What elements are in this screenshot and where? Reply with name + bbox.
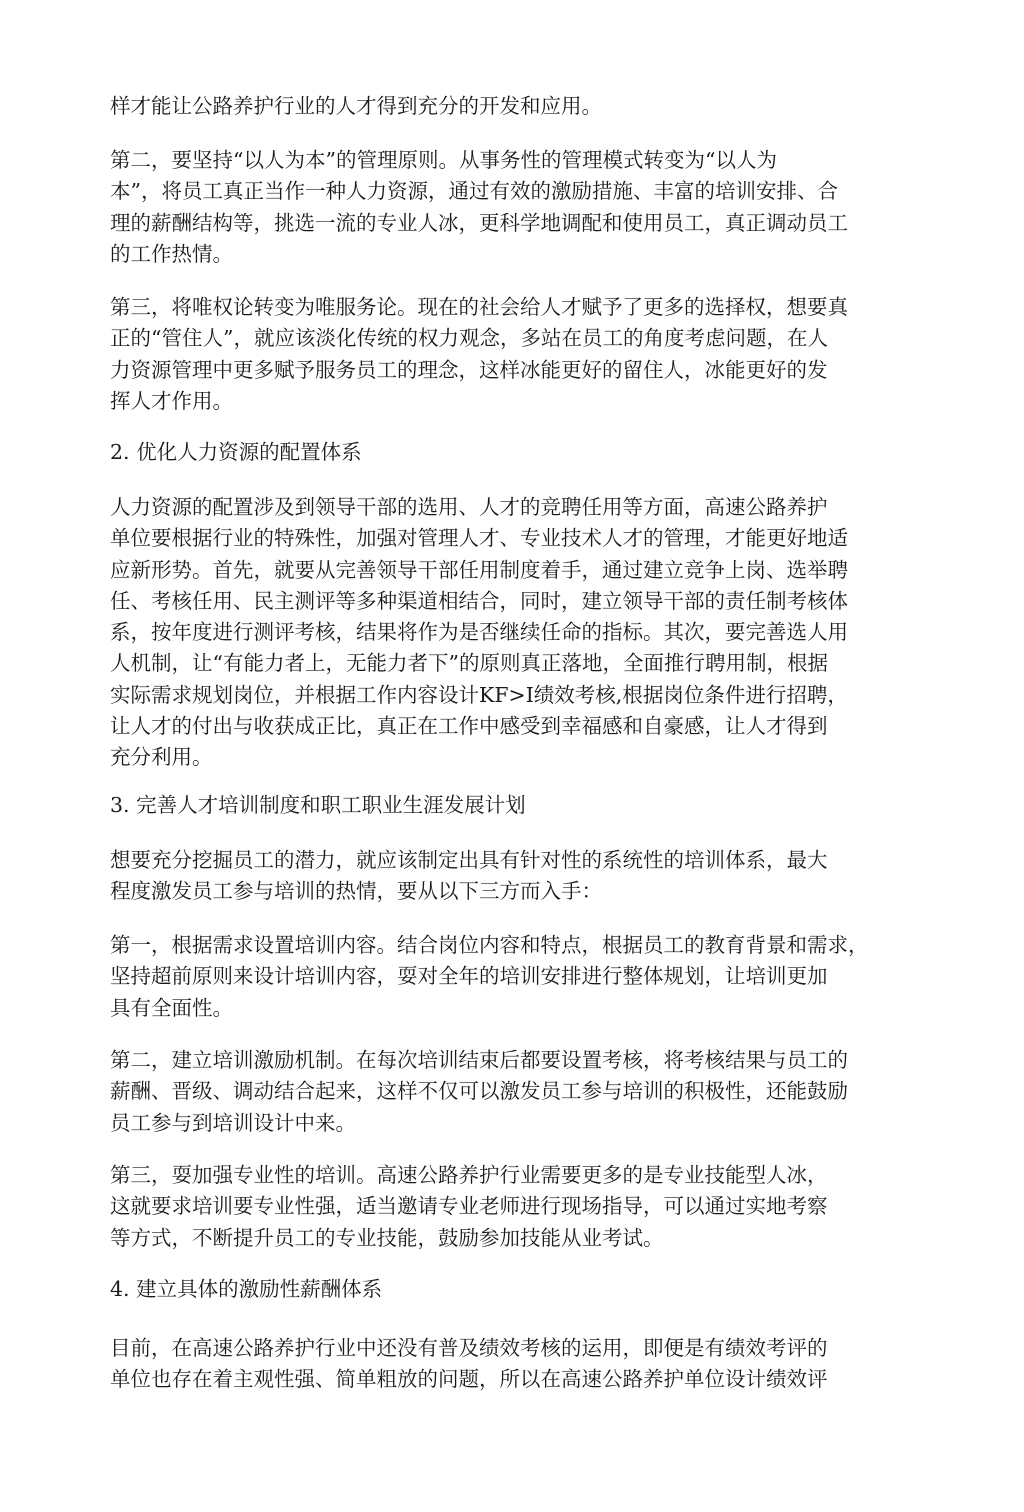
text-line: 第三，耍加强专业性的培训。高速公路养护行业需要更多的是专业技能型人冰， [110,1163,828,1187]
text-line: 人力资源的配置涉及到领导干部的选用、人才的竞聘任用等方面，高速公路养护 [110,495,828,519]
text-line: 这就要求培训要专业性强，适当邀请专业老师进行现场指导，可以通过实地考察 [110,1194,828,1219]
text-line: 单位要根据行业的特殊性，加强对管理人才、专业技术人才的管理，才能更好地适 [110,526,848,551]
text-line: 理的薪酬结构等，挑选一流的专业人冰，更科学地调配和使用员工，真正调动员工 [110,210,848,235]
paragraph-training-third [110,1160,900,1254]
paragraph-training-second [110,1045,900,1139]
text-line: 单位也存在着主观性强、简单粗放的问题，所以在高速公路养护单位设计绩效评 [110,1367,828,1392]
paragraph-training-intro [110,845,900,908]
section-heading-4 [110,1274,900,1305]
heading-text: 2. 优化人力资源的配置体系 [110,440,362,464]
section-heading-2 [110,437,900,468]
text-line: 任、考核任用、民主测评等多种渠道相结合，同时，建立领导干部的责任制考核体 [110,588,848,613]
paragraph-allocation-system [110,492,900,774]
text-line: 第二，建立培训激励机制。在每次培训结束后都要设置考核，将考核结果与员工的 [110,1048,848,1072]
text-line: 第一，根据需求设置培训内容。结合岗位内容和特点，根据员工的教育背景和需求， [110,933,869,957]
text-line: 挥人才作用。 [110,388,233,413]
text-line: 第三，将唯权论转变为唯服务论。现在的社会给人才赋予了更多的选择权，想要真 [110,295,848,319]
text-line: 让人才的付出与收获成正比，真正在工作中感受到幸福感和自豪感，让人才得到 [110,714,828,739]
text-line: 人机制，让“有能力者上，无能力者下”的原则真正落地，全面推行聘用制，根据 [110,651,828,676]
paragraph-training-first [110,930,900,1024]
paragraph-service-oriented [110,292,900,417]
paragraph-people-oriented [110,145,900,270]
text-line: 本”，将员工真正当作一种人力资源，通过有效的激励措施、丰富的培训安排、合 [110,179,838,204]
text-line: 系，按年度进行测评考核，结果将作为是否继续任命的指标。其次，要完善选人用 [110,620,848,645]
text-line: 想要充分挖掘员工的潜力，就应该制定出具有针对性的系统性的培训体系，最大 [110,848,828,872]
text-line: 目前，在高速公路养护行业中还没有普及绩效考核的运用，即便是有绩效考评的 [110,1336,828,1360]
text-line: 等方式，不断提升员工的专业技能，鼓励参加技能从业考试。 [110,1225,664,1250]
paragraph-continuation [110,91,900,122]
text-line: 具有全面性。 [110,995,233,1020]
text-line: 的工作热情。 [110,241,233,266]
heading-text: 4. 建立具体的激励性薪酬体系 [110,1277,383,1301]
text-line: 样才能让公路养护行业的人才得到充分的开发和应用。 [110,94,602,118]
text-line: 实际需求规划岗位，并根据工作内容设计KF>I绩效考核,根据岗位条件进行招聘， [110,682,848,707]
text-line: 正的“管住人”，就应该淡化传统的权力观念，多站在员工的角度考虑问题，在人 [110,326,828,351]
section-heading-3 [110,790,900,821]
text-line: 程度激发员工参与培训的热情，要从以下三方而入手： [110,879,602,904]
text-line: 坚持超前原则来设计培训内容，耍对全年的培训安排进行整体规划，让培训更加 [110,964,828,989]
text-line: 充分利用。 [110,745,213,770]
text-line: 第二，要坚持“以人为本”的管理原则。从事务性的管理模式转变为“以人为 [110,148,777,172]
text-line: 薪酬、晋级、调动结合起来，这样不仅可以激发员工参与培训的积极性，还能鼓励 [110,1079,848,1104]
paragraph-salary-system [110,1333,900,1396]
heading-text: 3. 完善人才培训制度和职工职业生涯发展计划 [110,793,526,817]
text-line: 力资源管理中更多赋予服务员工的理念，这样冰能更好的留住人，冰能更好的发 [110,357,828,382]
text-line: 应新形势。首先，就要从完善领导干部任用制度着手，通过建立竞争上岗、选举聘 [110,557,848,582]
text-line: 员工参与到培训设计中来。 [110,1110,356,1135]
